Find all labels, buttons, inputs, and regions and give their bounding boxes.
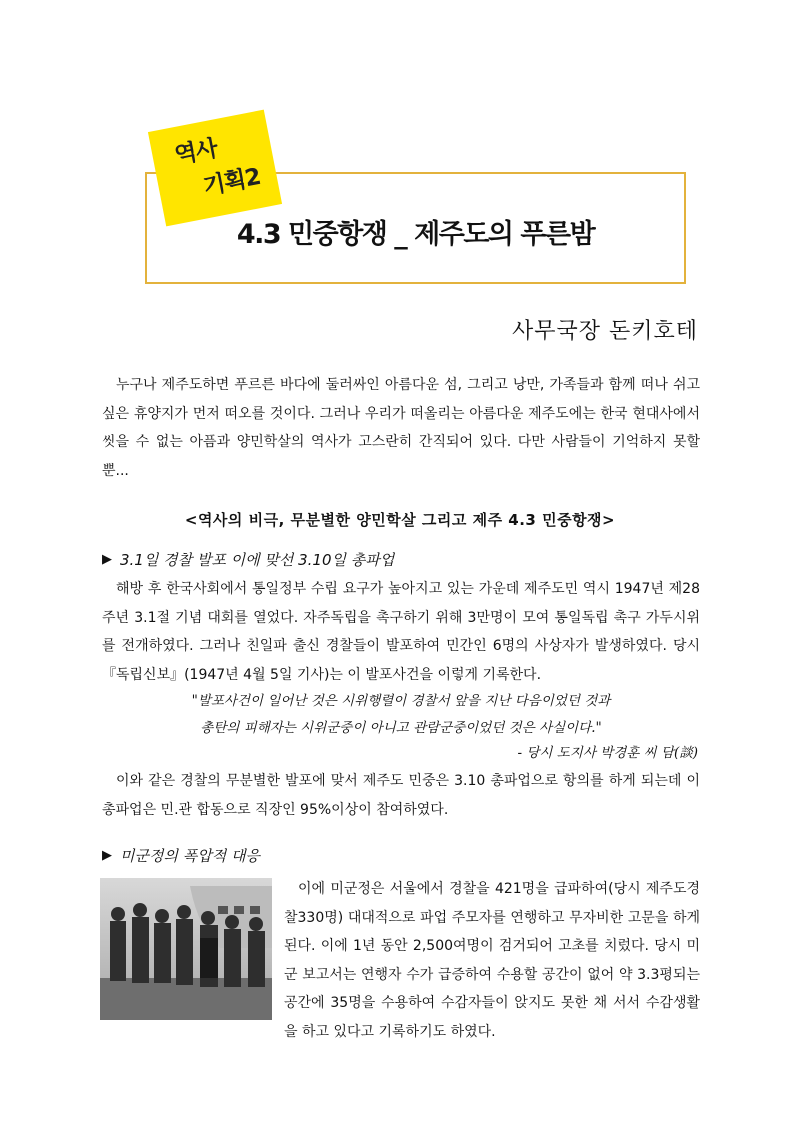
- section1-paragraph2: 이와 같은 경찰의 무분별한 발포에 맞서 제주도 민중은 3.10 총파업으로 항의를 하게 되는데 이 총파업은 민.관 합동으로 직장인 95%이상이 참여하였다.: [102, 773, 700, 818]
- section1-heading-text: 3.1일 경찰 발포 이에 맞선 3.10일 총파업: [120, 551, 395, 569]
- intro-paragraph: 누구나 제주도하면 푸르른 바다에 둘러싸인 아름다운 섬, 그리고 낭만, 가족들과 함께 떠나 쉬고 싶은 휴양지가 먼저 떠오를 것이다. 그러나 우리가 떠올리는 아름다운 제주도에는 한국 현대사에서 씻을 수 없는 아픔과 양민학살의 역사가 고스란히 간직되어 있다. 다만 사람들이 기억하지 못할 뿐...: [102, 377, 700, 479]
- triangle-right-icon: ▶: [102, 552, 112, 567]
- quote-line2: 총탄의 피해자는 시위군중이 아니고 관람군중이었던 것은 사실이다.": [200, 720, 602, 736]
- quote: [102, 688, 700, 742]
- author: 사무국장 돈키호테: [511, 319, 698, 344]
- page-title: 4.3 민중항쟁 _ 제주도의 푸른밤: [236, 219, 595, 250]
- sticker-line2: 기획2: [201, 163, 263, 201]
- photo-illustration: [100, 878, 272, 1020]
- section1-heading: [102, 549, 394, 570]
- quote-line1: "발포사건이 일어난 것은 시위행렬이 경찰서 앞을 지난 다음이었던 것과: [191, 693, 611, 709]
- quote-source: - 당시 도지사 박경훈 씨 담(談): [517, 745, 698, 761]
- section2-heading-text: 미군정의 폭압적 대응: [120, 847, 260, 865]
- triangle-right-icon: ▶: [102, 848, 112, 863]
- section2-paragraph: 이에 미군정은 서울에서 경찰을 421명을 급파하여(당시 제주도경찰330명) 대대적으로 파업 주모자를 연행하고 무자비한 고문을 하게 된다. 이에 1년 동안 2,500여명이 검거되어 고초를 치렀다. 당시 미군 보고서는 연행자 수가 급증하여 수용할 공간이 없어 약 3.3평되는 공간에 35명을 수용하여 수감자들이 앉지도 못한 채 서서 수감생활을 하고 있다고 기록하기도 하였다.: [284, 881, 700, 1040]
- section2-heading: [102, 845, 260, 866]
- subheading: <역사의 비극, 무분별한 양민학살 그리고 제주 4.3 민중항쟁>: [184, 511, 616, 529]
- sticker-line1: 역사: [172, 135, 220, 170]
- historical-photo: [100, 878, 272, 1020]
- section1-paragraph: 해방 후 한국사회에서 통일정부 수립 요구가 높아지고 있는 가운데 제주도민 역시 1947년 제28주년 3.1절 기념 대회를 열었다. 자주독립을 촉구하기 위해 3만명이 모여 통일독립 촉구 가두시위를 전개하였다. 그러나 친일파 출신 경찰들이 발포하여 민간인 6명의 사상자가 발생하였다. 당시 『독립신보』(1947년 4월 5일 기사)는 이 발포사건을 이렇게 기록한다.: [102, 581, 700, 683]
